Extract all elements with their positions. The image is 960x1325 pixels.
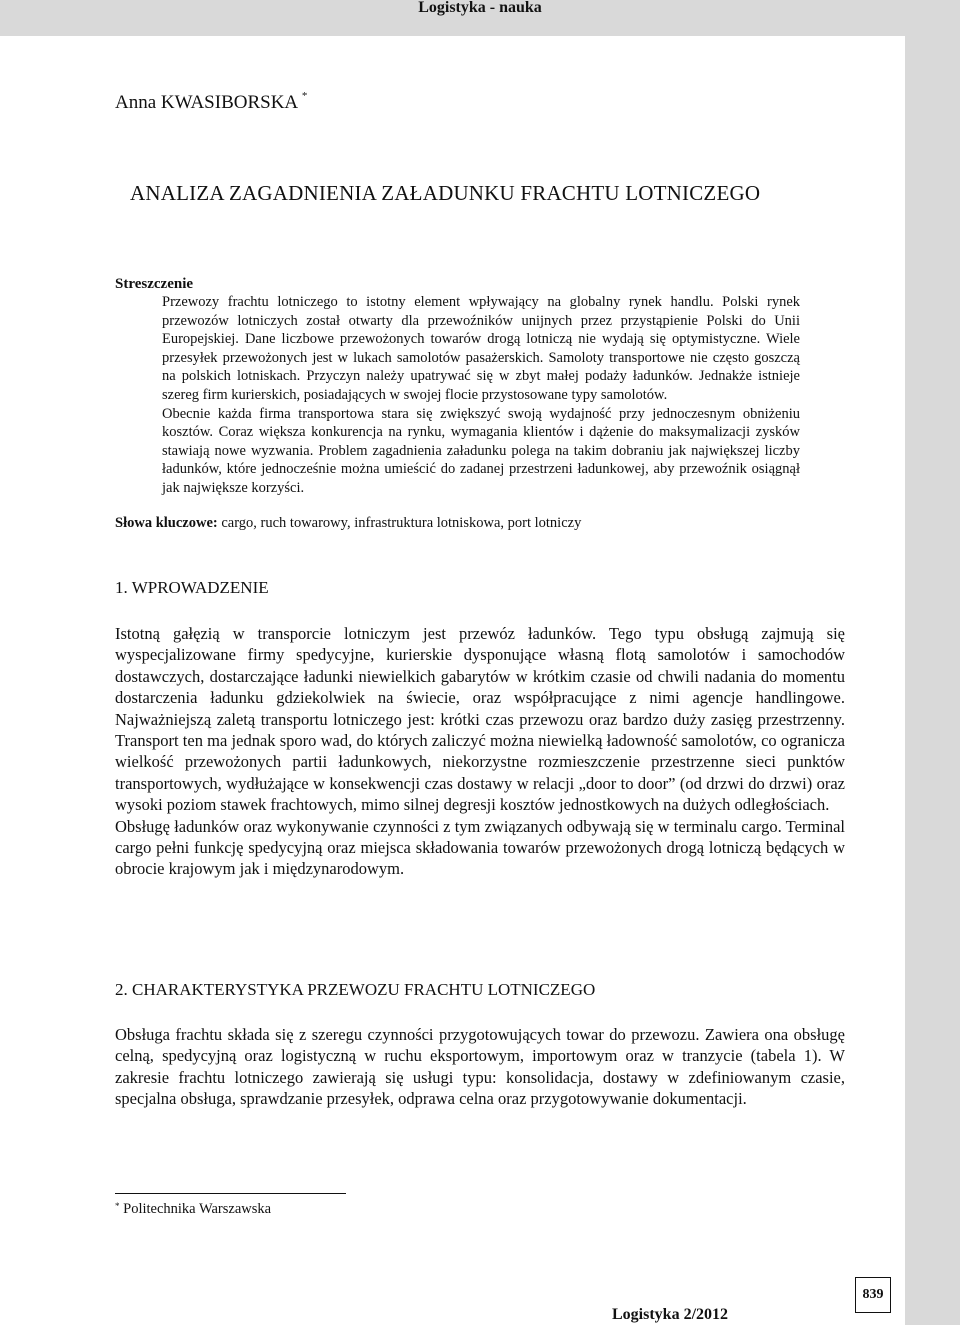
- section-1-paragraph-2: Obsługę ładunków oraz wykonywanie czynności z tym związanych odbywają się w terminalu cargo. Terminal cargo pełni funkcję spedycyjną oraz miejsca składowania towarów przewożonych drogą lotniczą będących w obrocie krajowym jak i międzynarodowym.: [115, 816, 845, 879]
- running-header-title: Logistyka - nauka: [418, 0, 542, 16]
- footnote-text: Politechnika Warszawska: [119, 1201, 272, 1217]
- page-shadow: [905, 36, 960, 1325]
- page-number: 839: [855, 1277, 891, 1313]
- section-2-heading: 2. CHARAKTERYSTYKA PRZEWOZU FRACHTU LOTNICZEGO: [115, 980, 596, 999]
- author-footnote-mark: *: [301, 90, 308, 102]
- abstract-paragraph-2: Obecnie każda firma transportowa stara się zwiększyć swoją wydajność przy jednoczesnym obniżeniu kosztów. Coraz większa konkurencja na rynku, wymagania klientów i dążenie do maksymalizacji zysków stawiają nowe wyzwania. Problem zagadnienia załadunku polega na takim dobraniu jak największej liczby ładunków, które jednocześnie można umieścić do zadanej przestrzeni ładunkowej, aby przewoźnik osiągnął jak największe korzyści.: [162, 405, 800, 496]
- section-2-paragraph-1: Obsługa frachtu składa się z szeregu czynności przygotowujących towar do przewozu. Zawiera ona obsługę celną, spedycyjną oraz logistyczną w ruchu eksportowym, importowym oraz w tranzycie (tabela 1). W zakresie frachtu lotniczego zawierają się usługi typu: konsolidacja, dostawy w zdefiniowanym czasie, specjalna obsługa, sprawdzanie przesyłek, odprawa celna oraz przygotowywanie dokumentacji.: [115, 1025, 845, 1109]
- keywords-text: cargo, ruch towarowy, infrastruktura lotniskowa, port lotniczy: [217, 515, 582, 531]
- keywords-label: Słowa kluczowe:: [115, 515, 218, 531]
- paper-title: ANALIZA ZAGADNIENIA ZAŁADUNKU FRACHTU LOTNICZEGO: [130, 181, 761, 205]
- abstract: [162, 293, 800, 498]
- abstract-paragraph-1: Przewozy frachtu lotniczego to istotny element wpływający na globalny rynek handlu. Polski rynek przewozów lotniczych został otwarty dla przewoźników unijnych przez przystąpienie Polski do Unii Europejskiej. Dane liczbowe przewożonych towarów drogą lotniczą nie wydają się optymistyczne. Wiele przesyłek przewożonych jest w lukach samolotów pasażerskich. Samoloty transportowe nie często goszczą na polskich lotniskach. Przyczyn należy upatrywać się w zbyt małej podaży ładunków. Jednakże istnieje szereg firm kurierskich, posiadających w swojej flocie przystosowane typy samolotów.: [162, 294, 800, 403]
- abstract-heading: Streszczenie: [115, 276, 194, 292]
- author-line: [115, 92, 307, 114]
- footnote-mark: *: [115, 1201, 120, 1211]
- footer-journal: Logistyka 2/2012: [612, 1306, 729, 1323]
- author-name: Anna KWASIBORSKA: [115, 92, 298, 113]
- section-1-body: [115, 623, 845, 880]
- section-1-heading: 1. WPROWADZENIE: [115, 578, 269, 597]
- footnote-separator: [115, 1193, 346, 1194]
- footnote: [115, 1201, 271, 1218]
- keywords: [115, 514, 581, 532]
- section-1-paragraph-1: Istotną gałęzią w transporcie lotniczym jest przewóz ładunków. Tego typu obsługą zajmują się wyspecjalizowane firmy spedycyjne, kurierskie dysponujące własną flotą samolotów i samochodów dostawczych, dostarczające ładunki niewielkich gabarytów w krótkim czasie od chwili nadania do momentu dostarczenia ładunku gdziekolwiek na świecie, oraz współpracujące z nimi agencje handlingowe. Najważniejszą zaletą transportu lotniczego jest: krótki czas przewozu oraz bardzo duży zasięg przestrzenny. Transport ten ma jednak sporo wad, do których zaliczyć można niewielką ładowność samolotów, co ogranicza wielkość przewożonych partii ładunkowych, niekorzystne rozmieszczenie przestrzenne sieci punktów transportowych, wydłużające w konsekwencji czas dostawy w relacji „door to door” (od drzwi do drzwi) oraz wysoki poziom stawek frachtowych, mimo silnej degresji kosztów jednostkowych na dużych odległościach.: [115, 624, 845, 815]
- section-2-body: [115, 1024, 845, 1110]
